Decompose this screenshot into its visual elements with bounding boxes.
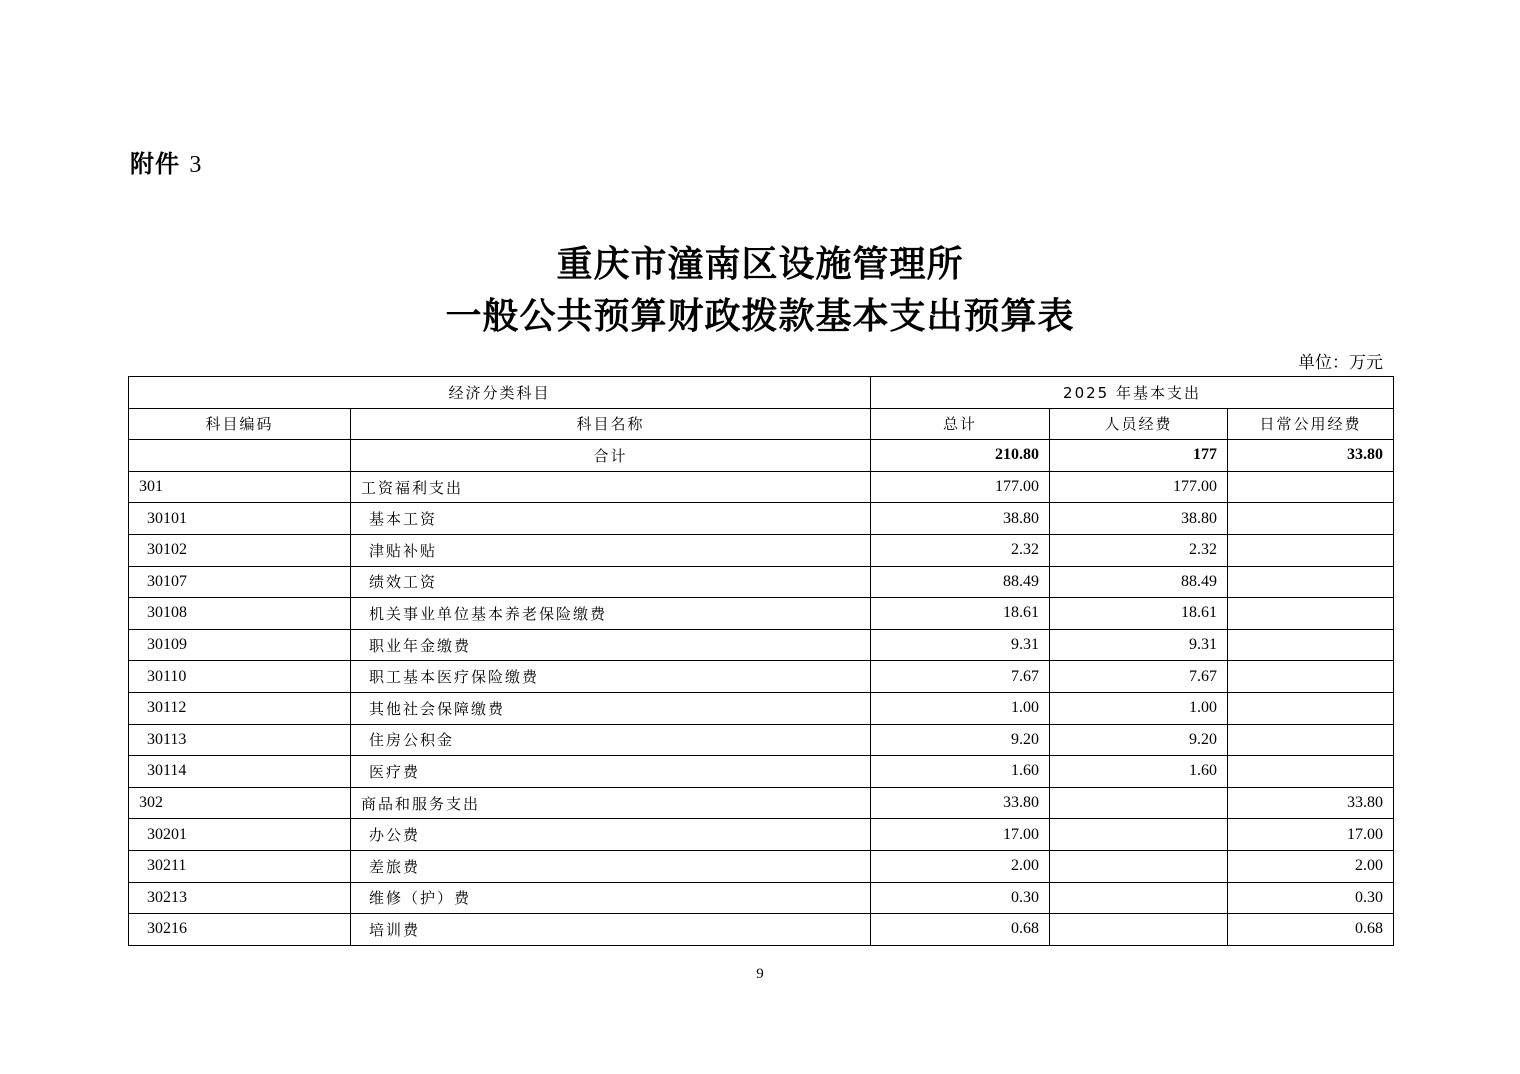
cell-public	[1228, 724, 1394, 756]
cell-personnel: 177.00	[1050, 471, 1228, 503]
cell-code: 30112	[129, 692, 351, 724]
cell-total: 9.31	[871, 629, 1050, 661]
page-number: 9	[756, 966, 764, 982]
cell-personnel	[1050, 882, 1228, 914]
cell-name: 办公费	[351, 819, 871, 851]
cell-public: 33.80	[1228, 787, 1394, 819]
table-row	[129, 661, 1394, 693]
cell-total: 0.30	[871, 882, 1050, 914]
attachment-text: 附件	[130, 150, 180, 178]
header-name: 科目名称	[351, 408, 871, 440]
cell-public	[1228, 566, 1394, 598]
cell-total: 2.32	[871, 534, 1050, 566]
table-row	[129, 819, 1394, 851]
cell-code: 30114	[129, 756, 351, 788]
table-body	[129, 440, 1394, 946]
cell-total: 9.20	[871, 724, 1050, 756]
header-classification: 经济分类科目	[129, 377, 871, 409]
cell-total: 177.00	[871, 471, 1050, 503]
cell-name: 其他社会保障缴费	[351, 692, 871, 724]
cell-code: 30201	[129, 819, 351, 851]
cell-personnel: 2.32	[1050, 534, 1228, 566]
cell-public	[1228, 503, 1394, 535]
cell-name: 基本工资	[351, 503, 871, 535]
cell-code: 30110	[129, 661, 351, 693]
table-row	[129, 756, 1394, 788]
cell-total: 2.00	[871, 850, 1050, 882]
header-code: 科目编码	[129, 408, 351, 440]
cell-name: 培训费	[351, 914, 871, 946]
cell-personnel	[1050, 914, 1228, 946]
cell-name: 住房公积金	[351, 724, 871, 756]
summary-public: 33.80	[1228, 440, 1394, 472]
cell-total: 0.68	[871, 914, 1050, 946]
cell-total: 1.60	[871, 756, 1050, 788]
cell-public: 2.00	[1228, 850, 1394, 882]
cell-personnel	[1050, 787, 1228, 819]
cell-name: 商品和服务支出	[351, 787, 871, 819]
cell-name: 维修（护）费	[351, 882, 871, 914]
cell-personnel: 18.61	[1050, 598, 1228, 630]
cell-name: 职业年金缴费	[351, 629, 871, 661]
header-personnel: 人员经费	[1050, 408, 1228, 440]
cell-name: 工资福利支出	[351, 471, 871, 503]
header-public: 日常公用经费	[1228, 408, 1394, 440]
table-row	[129, 882, 1394, 914]
table-header	[129, 377, 1394, 440]
summary-code	[129, 440, 351, 472]
cell-code: 30213	[129, 882, 351, 914]
cell-public	[1228, 756, 1394, 788]
page-title-line1: 重庆市潼南区设施管理所	[556, 243, 964, 285]
cell-code: 30211	[129, 850, 351, 882]
cell-public	[1228, 692, 1394, 724]
cell-code: 30109	[129, 629, 351, 661]
cell-name: 医疗费	[351, 756, 871, 788]
table-row	[129, 629, 1394, 661]
table-row	[129, 724, 1394, 756]
cell-name: 职工基本医疗保险缴费	[351, 661, 871, 693]
summary-name: 合计	[351, 440, 871, 472]
cell-total: 88.49	[871, 566, 1050, 598]
cell-personnel: 9.20	[1050, 724, 1228, 756]
column-header-row	[129, 408, 1394, 440]
table-row	[129, 534, 1394, 566]
cell-name: 绩效工资	[351, 566, 871, 598]
group-header-row	[129, 377, 1394, 409]
cell-public	[1228, 598, 1394, 630]
header-expenditure: 2025 年基本支出	[871, 377, 1394, 409]
attachment-number: 3	[189, 152, 203, 178]
cell-name: 差旅费	[351, 850, 871, 882]
cell-public: 0.68	[1228, 914, 1394, 946]
cell-personnel: 7.67	[1050, 661, 1228, 693]
cell-personnel: 88.49	[1050, 566, 1228, 598]
cell-code: 301	[129, 471, 351, 503]
cell-total: 38.80	[871, 503, 1050, 535]
cell-total: 17.00	[871, 819, 1050, 851]
cell-personnel	[1050, 819, 1228, 851]
table-row	[129, 471, 1394, 503]
cell-total: 18.61	[871, 598, 1050, 630]
table-row	[129, 598, 1394, 630]
cell-name: 机关事业单位基本养老保险缴费	[351, 598, 871, 630]
cell-total: 1.00	[871, 692, 1050, 724]
table-row	[129, 503, 1394, 535]
table-row	[129, 692, 1394, 724]
cell-public	[1228, 629, 1394, 661]
summary-total: 210.80	[871, 440, 1050, 472]
cell-personnel: 9.31	[1050, 629, 1228, 661]
cell-public	[1228, 471, 1394, 503]
cell-code: 30216	[129, 914, 351, 946]
cell-code: 30113	[129, 724, 351, 756]
summary-personnel: 177	[1050, 440, 1228, 472]
cell-name: 津贴补贴	[351, 534, 871, 566]
cell-personnel: 38.80	[1050, 503, 1228, 535]
cell-personnel	[1050, 850, 1228, 882]
table-row	[129, 566, 1394, 598]
table-row	[129, 787, 1394, 819]
cell-public: 0.30	[1228, 882, 1394, 914]
cell-code: 30101	[129, 503, 351, 535]
cell-code: 30102	[129, 534, 351, 566]
cell-personnel: 1.00	[1050, 692, 1228, 724]
cell-total: 33.80	[871, 787, 1050, 819]
table-row	[129, 850, 1394, 882]
cell-personnel: 1.60	[1050, 756, 1228, 788]
cell-public	[1228, 534, 1394, 566]
cell-public: 17.00	[1228, 819, 1394, 851]
cell-total: 7.67	[871, 661, 1050, 693]
cell-code: 302	[129, 787, 351, 819]
cell-public	[1228, 661, 1394, 693]
header-total: 总计	[871, 408, 1050, 440]
budget-table	[128, 376, 1394, 946]
unit-label: 单位：万元	[1298, 353, 1383, 373]
page-title-line2: 一般公共预算财政拨款基本支出预算表	[445, 295, 1075, 337]
cell-code: 30108	[129, 598, 351, 630]
cell-code: 30107	[129, 566, 351, 598]
attachment-label	[130, 144, 202, 179]
table-row	[129, 914, 1394, 946]
summary-row	[129, 440, 1394, 472]
